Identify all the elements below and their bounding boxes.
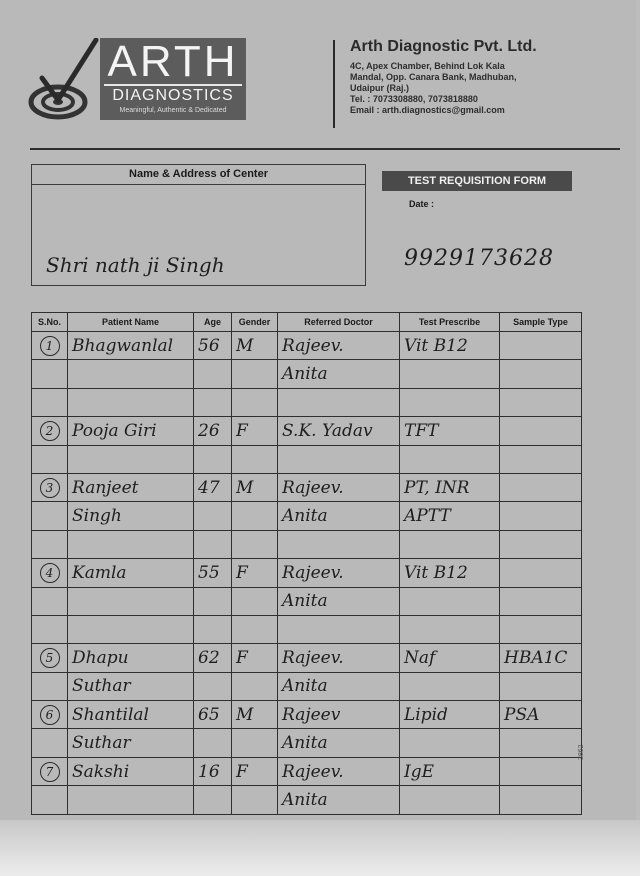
header-rule (30, 148, 620, 150)
serial-cell (32, 786, 68, 814)
serial-cell (32, 417, 68, 445)
address-line: Udaipur (Raj.) (350, 83, 410, 93)
table-row (32, 559, 582, 587)
circled-serial-number: 1 (40, 336, 60, 356)
table-cell: APTT (400, 502, 500, 530)
table-cell (500, 417, 582, 445)
logo-tagline: Meaningful, Authentic & Dedicated (119, 107, 227, 114)
table-cell (232, 530, 278, 558)
logo-subtitle: DIAGNOSTICS (104, 84, 242, 106)
table-cell (400, 388, 500, 416)
circled-serial-number: 5 (40, 648, 60, 668)
table-cell: Rajeev. (278, 332, 400, 360)
table-cell: M (232, 473, 278, 501)
serial-cell (32, 757, 68, 785)
table-cell (68, 445, 194, 473)
serial-cell (32, 332, 68, 360)
table-row (32, 757, 582, 785)
table-cell: Naf (400, 644, 500, 672)
table-cell (400, 445, 500, 473)
table-cell (500, 615, 582, 643)
table-cell: HBA1C (500, 644, 582, 672)
center-name-handwritten: Shri nath ji Singh (46, 253, 225, 277)
logo-word: ARTH (107, 37, 239, 86)
table-cell: Rajeev (278, 701, 400, 729)
table-cell: 26 (194, 417, 232, 445)
email-line: Email : arth.diagnostics@gmail.com (350, 105, 505, 115)
table-cell: Anita (278, 587, 400, 615)
table-cell: Suthar (68, 729, 194, 757)
serial-number: 3862 (578, 744, 585, 760)
table-cell: PT, INR (400, 473, 500, 501)
table-cell (194, 672, 232, 700)
table-cell (194, 360, 232, 388)
table-cell: F (232, 757, 278, 785)
table-cell (500, 445, 582, 473)
table-cell (194, 786, 232, 814)
serial-cell (32, 701, 68, 729)
table-cell: Anita (278, 786, 400, 814)
table-cell (194, 445, 232, 473)
table-cell (500, 332, 582, 360)
table-cell (500, 587, 582, 615)
table-cell (232, 729, 278, 757)
table-cell: Bhagwanlal (68, 332, 194, 360)
serial-cell (32, 559, 68, 587)
header-divider (333, 40, 335, 128)
table-cell: Rajeev. (278, 473, 400, 501)
brand-logo (100, 38, 246, 120)
table-cell: M (232, 332, 278, 360)
serial-cell (32, 445, 68, 473)
company-name: Arth Diagnostic Pvt. Ltd. (350, 38, 537, 55)
column-header: Sample Type (500, 313, 582, 332)
table-cell (68, 615, 194, 643)
table-row (32, 530, 582, 558)
table-row (32, 644, 582, 672)
table-cell (500, 729, 582, 757)
table-cell: Sakshi (68, 757, 194, 785)
table-cell: Kamla (68, 559, 194, 587)
patient-table (31, 312, 582, 815)
table-cell (232, 672, 278, 700)
target-check-logo-icon (28, 38, 100, 122)
table-cell (278, 530, 400, 558)
circled-serial-number: 6 (40, 705, 60, 725)
table-cell (232, 360, 278, 388)
table-cell: Vit B12 (400, 559, 500, 587)
table-cell (68, 786, 194, 814)
table-cell (194, 388, 232, 416)
table-cell (400, 615, 500, 643)
address-line: Mandal, Opp. Canara Bank, Madhuban, (350, 72, 517, 82)
table-cell (232, 502, 278, 530)
table-cell (400, 360, 500, 388)
table-cell (500, 672, 582, 700)
circled-serial-number: 2 (40, 421, 60, 441)
table-cell: Anita (278, 729, 400, 757)
table-cell: 47 (194, 473, 232, 501)
table-row (32, 360, 582, 388)
table-cell (500, 530, 582, 558)
table-header-row (32, 313, 582, 332)
table-cell: Pooja Giri (68, 417, 194, 445)
table-cell: TFT (400, 417, 500, 445)
table-cell: Anita (278, 672, 400, 700)
table-cell (194, 729, 232, 757)
table-cell (68, 360, 194, 388)
phone-line: Tel. : 7073308880, 7073818880 (350, 94, 478, 104)
table-row (32, 587, 582, 615)
table-row (32, 701, 582, 729)
table-cell: F (232, 417, 278, 445)
table-cell (500, 360, 582, 388)
table-row (32, 388, 582, 416)
table-cell: Shantilal (68, 701, 194, 729)
table-cell (194, 530, 232, 558)
table-cell: F (232, 644, 278, 672)
table-cell (500, 786, 582, 814)
table-cell (278, 445, 400, 473)
serial-cell (32, 587, 68, 615)
table-cell: Rajeev. (278, 757, 400, 785)
table-cell (68, 530, 194, 558)
serial-cell (32, 360, 68, 388)
table-cell (232, 388, 278, 416)
serial-cell (32, 672, 68, 700)
circled-serial-number: 4 (40, 563, 60, 583)
table-cell: PSA (500, 701, 582, 729)
table-row (32, 417, 582, 445)
serial-cell (32, 729, 68, 757)
table-cell (232, 587, 278, 615)
table-row (32, 502, 582, 530)
circled-serial-number: 3 (40, 478, 60, 498)
table-row (32, 729, 582, 757)
table-body (32, 332, 582, 815)
table-row (32, 445, 582, 473)
table-cell: 56 (194, 332, 232, 360)
column-header: Age (194, 313, 232, 332)
table-cell: 16 (194, 757, 232, 785)
table-cell (194, 587, 232, 615)
table-cell (278, 615, 400, 643)
table-cell (500, 757, 582, 785)
table-cell: 55 (194, 559, 232, 587)
table-row (32, 473, 582, 501)
center-box-title: Name & Address of Center (32, 165, 365, 185)
table-row (32, 332, 582, 360)
scan-margin (0, 820, 640, 876)
serial-cell (32, 502, 68, 530)
serial-cell (32, 644, 68, 672)
table-row (32, 672, 582, 700)
table-cell (500, 473, 582, 501)
company-info (350, 38, 610, 116)
table-cell: Vit B12 (400, 332, 500, 360)
table-row (32, 615, 582, 643)
table-cell: F (232, 559, 278, 587)
column-header: Referred Doctor (278, 313, 400, 332)
table-cell: Rajeev. (278, 644, 400, 672)
table-cell: Suthar (68, 672, 194, 700)
table-cell (400, 530, 500, 558)
table-cell: IgE (400, 757, 500, 785)
table-cell: 65 (194, 701, 232, 729)
serial-cell (32, 530, 68, 558)
serial-cell (32, 388, 68, 416)
serial-cell (32, 473, 68, 501)
table-cell (232, 445, 278, 473)
column-header: Gender (232, 313, 278, 332)
table-cell: S.K. Yadav (278, 417, 400, 445)
table-cell: Anita (278, 360, 400, 388)
table-cell: Singh (68, 502, 194, 530)
table-cell (400, 786, 500, 814)
column-header: Patient Name (68, 313, 194, 332)
table-cell (232, 786, 278, 814)
address-line: 4C, Apex Chamber, Behind Lok Kala (350, 61, 505, 71)
date-label: Date : (409, 199, 435, 209)
column-header: Test Prescribe (400, 313, 500, 332)
table-cell (232, 615, 278, 643)
phone-handwritten: 9929173628 (404, 246, 554, 271)
table-cell (500, 502, 582, 530)
table-cell (278, 388, 400, 416)
form-title-badge: TEST REQUISITION FORM (382, 171, 572, 191)
table-cell: Lipid (400, 701, 500, 729)
table-cell (500, 559, 582, 587)
serial-cell (32, 615, 68, 643)
table-cell (500, 388, 582, 416)
circled-serial-number: 7 (40, 762, 60, 782)
table-cell: Dhapu (68, 644, 194, 672)
table-cell (400, 587, 500, 615)
table-cell (400, 672, 500, 700)
column-header: S.No. (32, 313, 68, 332)
table-cell (68, 587, 194, 615)
table-cell: 62 (194, 644, 232, 672)
table-cell (68, 388, 194, 416)
table-cell: Rajeev. (278, 559, 400, 587)
table-row (32, 786, 582, 814)
table-cell (400, 729, 500, 757)
table-cell: Anita (278, 502, 400, 530)
table-cell: M (232, 701, 278, 729)
table-cell (194, 615, 232, 643)
center-address-box (31, 164, 366, 286)
table-cell: Ranjeet (68, 473, 194, 501)
table-cell (194, 502, 232, 530)
